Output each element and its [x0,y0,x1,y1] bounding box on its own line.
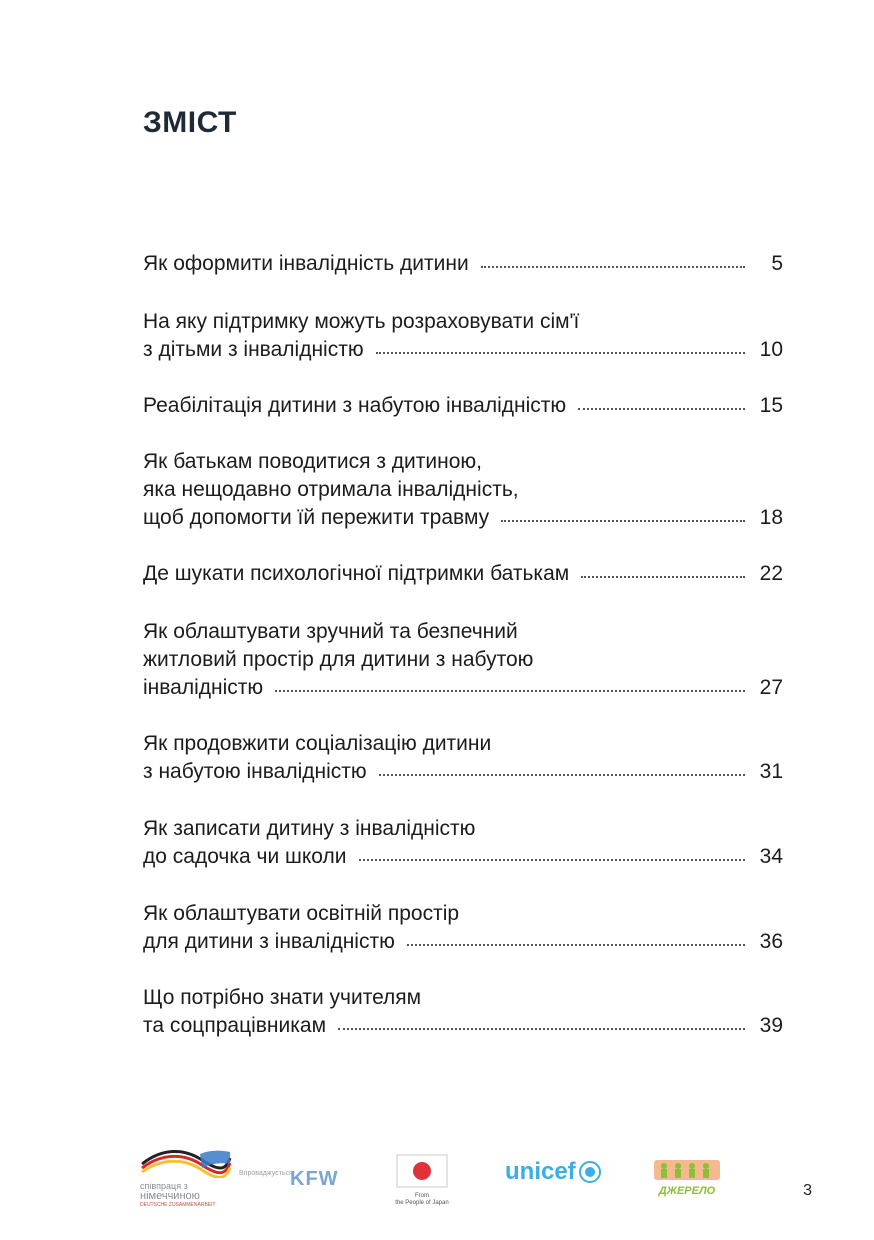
toc-entry[interactable] [143,448,783,532]
toc-entry-line [143,560,783,588]
toc-entry[interactable] [143,900,783,956]
toc-entry-title: На яку підтримку можуть розраховувати сім'ї [143,310,580,333]
dzherelo-people-icon [654,1158,720,1180]
toc-entry-title: з набутою інвалідністю [143,760,367,783]
japan-logo [392,1154,452,1210]
japan-flag-icon [396,1154,448,1188]
toc-entry-line [143,448,783,476]
toc-entry-line [143,928,783,956]
toc-page-number: 31 [759,760,783,783]
toc-entry-title: Як облаштувати освітній простір [143,902,460,925]
toc-entry-title: яка нещодавно отримала інвалідність, [143,478,519,501]
dot-leader [275,689,745,692]
dot-leader [407,943,745,946]
dot-leader [481,265,745,268]
toc-entry-line [143,674,783,702]
toc-entry-title: Де шукати психологічної підтримки батькам [143,562,570,585]
dot-leader [379,773,745,776]
toc-entry-line [143,815,783,843]
dot-leader [338,1027,745,1030]
toc-entry[interactable] [143,984,783,1040]
dot-leader [376,351,745,354]
toc-entry-title: Як облаштувати зручний та безпечний [143,620,518,643]
toc-entry-title: Як батькам поводитися з дитиною, [143,450,482,473]
toc-entry-title: житловий простір для дитини з набутою [143,648,534,671]
dot-leader [501,519,745,522]
german-logo-line1: співпраця з [140,1181,188,1191]
toc-entry-line [143,646,783,674]
german-logo-line2: німеччиною [140,1190,200,1202]
toc-entry-line [143,476,783,504]
toc-entry-line [143,618,783,646]
toc-entry-title: інвалідністю [143,676,264,699]
toc-entry-title: з дітьми з інвалідністю [143,338,364,361]
dzherelo-wordmark: ДЖЕРЕЛО [658,1185,716,1197]
page-number: 3 [803,1182,812,1199]
toc-entry[interactable] [143,730,783,786]
unicef-logo [505,1158,602,1186]
toc-page-number: 34 [759,845,783,868]
kfw-logo: KFW [290,1168,339,1190]
toc-entry-line [143,308,783,336]
toc-entry-title: та соцпрацівникам [143,1014,327,1037]
toc-entry-title: Реабілітація дитини з набутою інвалідністю [143,394,567,417]
toc-page-number: 22 [759,562,783,585]
toc-entry-title: для дитини з інвалідністю [143,930,395,953]
toc-entry[interactable] [143,250,783,278]
toc-page-number: 15 [759,394,783,417]
toc-entry-title: до садочка чи школи [143,845,347,868]
toc-page-number: 18 [759,506,783,529]
german-cooperation-logo [140,1148,232,1206]
toc-entry-title: Як продовжити соціалізацію дитини [143,732,492,755]
toc-entry-title: Що потрібно знати учителям [143,986,422,1009]
dot-leader [578,407,745,410]
dzherelo-logo [652,1158,722,1197]
toc-entry-title: Як записати дитину з інвалідністю [143,817,476,840]
implemented-by-label: Впроваджується [239,1170,293,1177]
dot-leader [581,575,745,578]
toc-entry-line [143,900,783,928]
footer-logos [0,1148,874,1218]
unicef-emblem-icon [578,1160,602,1184]
german-logo-line3: DEUTSCHE ZUSAMMENARBEIT [140,1202,216,1208]
flag-wave-icon [140,1148,232,1178]
toc-entry[interactable] [143,560,783,588]
japan-logo-line2: the People of Japan [395,1200,449,1206]
toc-entry[interactable] [143,392,783,420]
toc-entry[interactable] [143,618,783,702]
toc-entry-line [143,392,783,420]
toc-entry-line [143,984,783,1012]
toc-entry-line [143,504,783,532]
toc-entry-line [143,1012,783,1040]
toc-page-number: 5 [771,252,783,275]
toc-page-number: 10 [759,338,783,361]
toc-entry-line [143,730,783,758]
toc-entry-title: щоб допомогти їй пережити травму [143,506,490,529]
toc-entry-line [143,758,783,786]
toc-entry-line [143,336,783,364]
japan-logo-line1: From [415,1193,429,1199]
toc-entry-line [143,250,783,278]
toc-entry[interactable] [143,815,783,871]
toc-page-number: 36 [759,930,783,953]
unicef-wordmark: unicef [505,1158,576,1185]
toc-entry[interactable] [143,308,783,364]
page-title: ЗМІСТ [143,106,237,139]
toc-page-number: 39 [759,1014,783,1037]
toc-page-number: 27 [759,676,783,699]
toc-entry-title: Як оформити інвалідність дитини [143,252,469,275]
dot-leader [359,858,746,861]
toc-entry-line [143,843,783,871]
